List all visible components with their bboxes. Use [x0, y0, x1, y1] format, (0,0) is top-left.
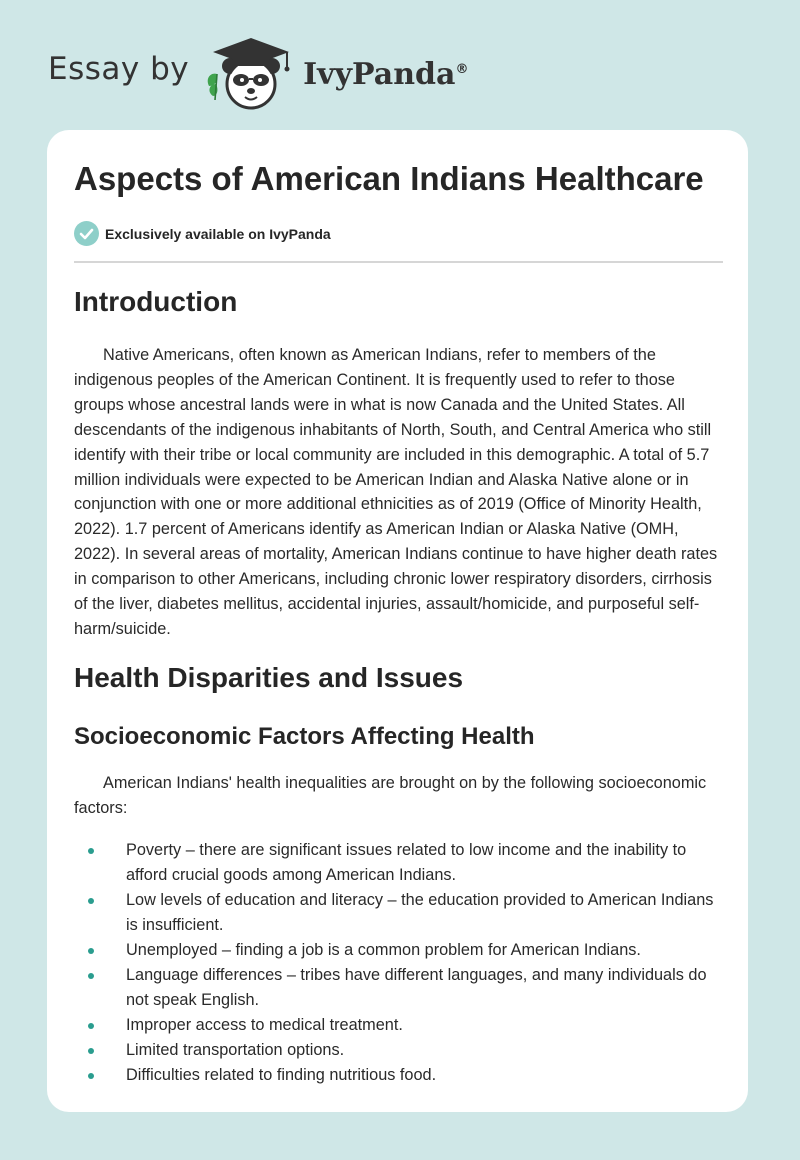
list-item: Difficulties related to finding nutritious food.: [74, 1063, 723, 1088]
title-divider: [74, 261, 723, 263]
list-item: Improper access to medical treatment.: [74, 1013, 723, 1038]
list-item: Language differences – tribes have different languages, and many individuals do not speak English.: [74, 963, 723, 1013]
essay-card: [47, 130, 748, 1112]
socioeconomic-factors-list: [74, 838, 723, 1088]
list-item: Low levels of education and literacy – the education provided to American Indians is insufficient.: [74, 888, 723, 938]
brand-name[interactable]: IvyPanda®: [303, 56, 469, 92]
brand-prefix: Essay by: [48, 51, 190, 87]
socioeconomic-intro-paragraph: American Indians' health inequalities are brought on by the following socioeconomic factors:: [74, 774, 707, 817]
introduction-paragraph: Native Americans, often known as American Indians, refer to members of the indigenous peoples of the American Continent. It is frequently used to refer to those groups whose ancestral lands were in what is now Canada and the United States. All descendants of the indigenous inhabitants of North, South, and Central America who still identify with their tribe or local community are included in this demographic. A total of 5.7 million individuals were expected to be American Indian and Alaska Native alone or in conjunction with one or more additional ethnicities as of 2019 (Office of Minority Health, 2022). 1.7 percent of Americans identify as American Indian or Alaska Native (OMH, 2022). In several areas of mortality, American Indians continue to have higher death rates in comparison to other Americans, including chronic lower respiratory disorders, cirrhosis of the liver, diabetes mellitus, accidental injuries, assault/homicide, and purposeful self-harm/suicide.: [74, 346, 718, 638]
bullet-dot-icon: [88, 973, 94, 979]
exclusive-badge: [74, 221, 331, 246]
list-item: Unemployed – finding a job is a common problem for American Indians.: [74, 938, 723, 963]
bullet-dot-icon: [88, 848, 94, 854]
bullet-dot-icon: [88, 1023, 94, 1029]
bullet-dot-icon: [88, 1048, 94, 1054]
page-title: Aspects of American Indians Healthcare: [74, 160, 704, 197]
subsection-heading-socioeconomic: Socioeconomic Factors Affecting Health: [74, 723, 535, 750]
bullet-dot-icon: [88, 948, 94, 954]
section-heading-introduction: Introduction: [74, 286, 238, 317]
list-item: Limited transportation options.: [74, 1038, 723, 1063]
bullet-dot-icon: [88, 898, 94, 904]
panda-logo-icon[interactable]: [203, 34, 299, 110]
section-heading-health-disparities: Health Disparities and Issues: [74, 662, 464, 693]
check-circle-icon: [74, 221, 99, 246]
list-item: Poverty – there are significant issues related to low income and the inability to afford crucial goods among American Indians.: [74, 838, 723, 888]
bullet-dot-icon: [88, 1073, 94, 1079]
exclusive-badge-label: Exclusively available on IvyPanda: [105, 225, 331, 242]
brand-header: [48, 34, 468, 110]
